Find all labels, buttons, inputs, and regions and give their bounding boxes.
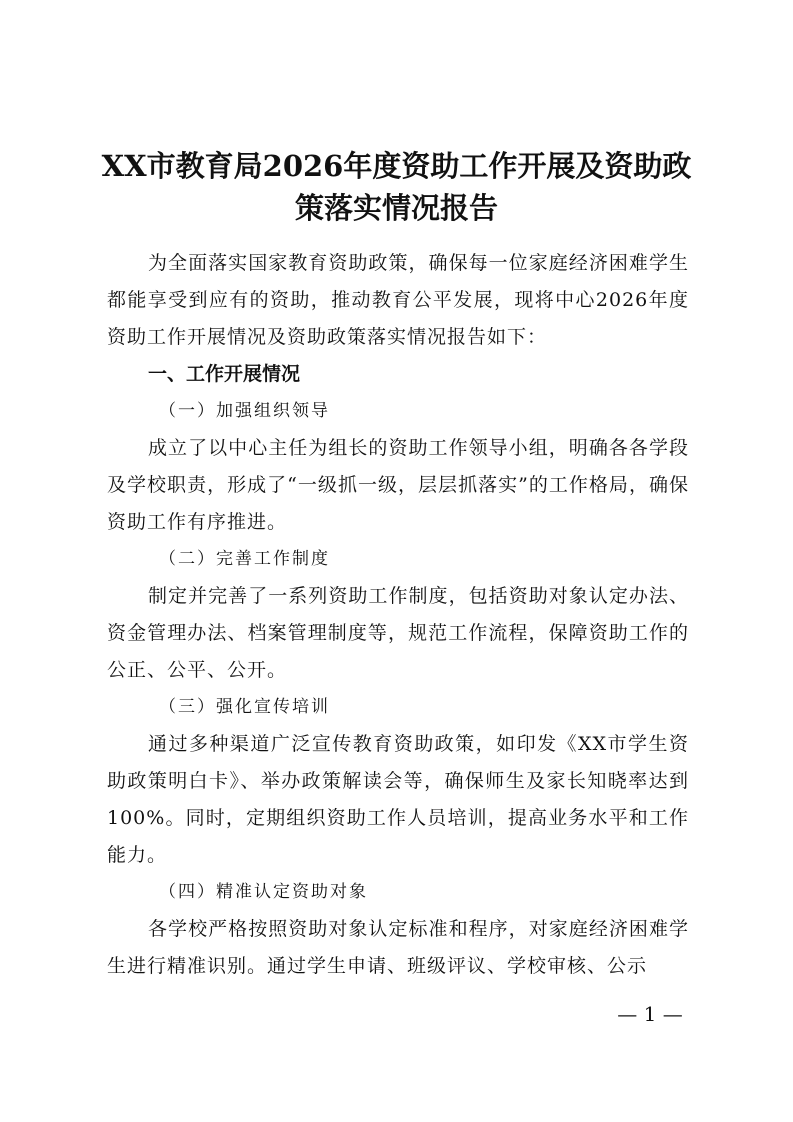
- section-heading-work: 一、工作开展情况: [148, 363, 301, 385]
- subsection-paragraph-4: 各学校严格按照资助对象认定标准和程序，对家庭经济困难学生进行精准识别。通过学生申请、班级评议、学校审核、公示: [107, 918, 689, 977]
- title-line-2: 策落实情况报告: [294, 191, 498, 225]
- subsection-heading-1: （一）加强组织领导: [159, 401, 330, 421]
- intro-paragraph: 为全面落实国家教育资助政策，确保每一位家庭经济困难学生都能享受到应有的资助，推动教育公平发展，现将中心2026年度资助工作开展情况及资助政策落实情况报告如下：: [107, 252, 689, 348]
- subsection-paragraph-2: 制定并完善了一系列资助工作制度，包括资助对象认定办法、资金管理办法、档案管理制度等，规范工作流程，保障资助工作的公正、公平、公开。: [107, 585, 689, 681]
- subsection-paragraph-3: 通过多种渠道广泛宣传教育资助政策，如印发《XX市学生资助政策明白卡》、举办政策解读会等，确保师生及家长知晓率达到100%。同时，定期组织资助工作人员培训，提高业务水平和工作能力。: [107, 733, 689, 866]
- subsection-heading-2: （二）完善工作制度: [159, 549, 330, 569]
- document-title: [100, 145, 693, 229]
- subsection-paragraph-1: 成立了以中心主任为组长的资助工作领导小组，明确各各学段及学校职责，形成了“一级抓一级，层层抓落实”的工作格局，确保资助工作有序推进。: [107, 437, 689, 533]
- document-body: [107, 245, 689, 985]
- subsection-heading-4: （四）精准认定资助对象: [159, 882, 368, 902]
- page-number: — 1 —: [617, 1002, 683, 1026]
- subsection-heading-3: （三）强化宣传培训: [159, 697, 330, 717]
- title-line-1: XX市教育局2026年度资助工作开展及资助政: [101, 149, 692, 183]
